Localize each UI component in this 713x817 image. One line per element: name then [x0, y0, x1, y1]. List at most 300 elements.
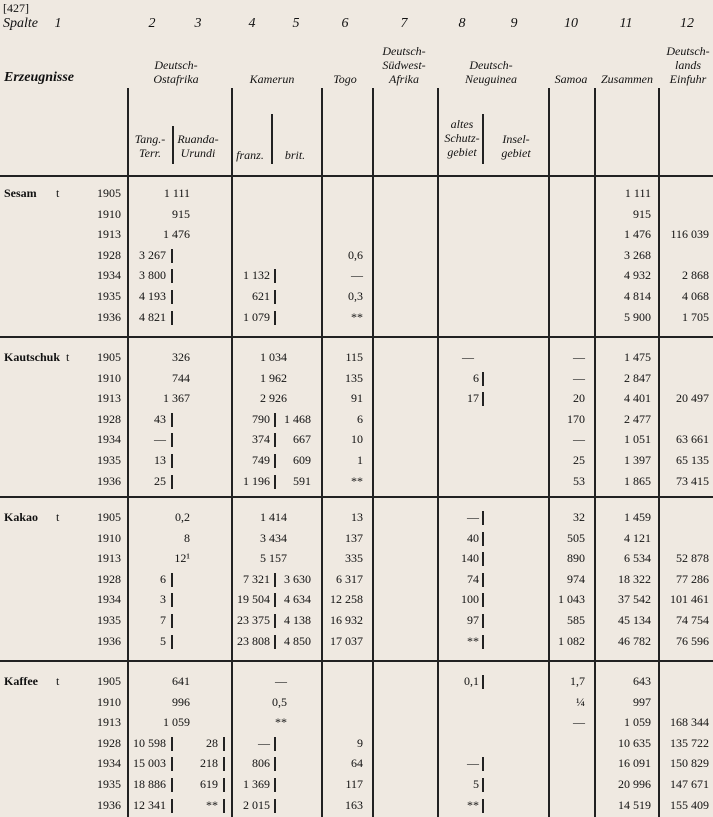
- column-bar: [274, 269, 276, 283]
- value-cell: 0,2: [175, 510, 190, 524]
- value-cell: —: [573, 432, 585, 446]
- column-number: 11: [619, 16, 633, 31]
- header-divider: [437, 88, 439, 175]
- value-cell: 76 596: [676, 634, 709, 648]
- value-cell: 974: [567, 572, 585, 586]
- value-cell: 890: [567, 551, 585, 565]
- column-bar: [482, 552, 484, 566]
- value-cell: 1 369: [243, 777, 270, 791]
- value-cell: 150 829: [670, 756, 709, 770]
- value-cell: 3 434: [260, 531, 287, 545]
- value-cell: 4 121: [624, 531, 651, 545]
- column-bar: [171, 269, 173, 283]
- value-cell: 46 782: [618, 634, 651, 648]
- value-cell: —: [351, 268, 363, 282]
- value-cell: 65 135: [676, 453, 709, 467]
- value-cell: 1 397: [624, 453, 651, 467]
- ruanda-heading-line: Urundi: [180, 146, 216, 160]
- value-cell: 40: [467, 531, 479, 545]
- value-cell: 3 630: [284, 572, 311, 586]
- value-cell: 790: [252, 412, 270, 426]
- value-cell: 12 341: [133, 798, 166, 812]
- header-divider: [127, 88, 129, 175]
- column-bar: [274, 433, 276, 447]
- year-cell: 1910: [97, 371, 121, 385]
- column-bar: [482, 675, 484, 689]
- value-cell: 6 317: [336, 572, 363, 586]
- column-bar: [274, 593, 276, 607]
- spalte-label: Spalte: [3, 16, 38, 31]
- value-cell: 10: [351, 432, 363, 446]
- value-cell: 20 497: [676, 391, 709, 405]
- value-cell: 2 926: [260, 391, 287, 405]
- einfuhr-heading: [666, 44, 709, 86]
- value-cell: 168 344: [670, 715, 709, 729]
- value-cell: 4 850: [284, 634, 311, 648]
- value-cell: 218: [200, 756, 218, 770]
- value-cell: 1 043: [558, 592, 585, 606]
- value-cell: 15 003: [133, 756, 166, 770]
- year-cell: 1936: [97, 310, 121, 324]
- einfuhr-heading-line: lands: [674, 58, 702, 72]
- value-cell: 5 157: [260, 551, 287, 565]
- value-cell: 1 079: [243, 310, 270, 324]
- column-divider: [437, 177, 439, 817]
- value-cell: 100: [461, 592, 479, 606]
- value-cell: 8: [184, 531, 190, 545]
- value-cell: 335: [345, 551, 363, 565]
- value-cell: 117: [345, 777, 363, 791]
- value-cell: 0,5: [272, 695, 287, 709]
- value-cell: 5 900: [624, 310, 651, 324]
- value-cell: 1 059: [163, 715, 190, 729]
- value-cell: 73 415: [676, 474, 709, 488]
- altes-heading: [444, 117, 479, 159]
- value-cell: 1 865: [624, 474, 651, 488]
- value-cell: ¼: [576, 695, 585, 709]
- year-cell: 1934: [97, 432, 121, 446]
- neuguinea-heading: [465, 58, 517, 86]
- year-cell: 1905: [97, 510, 121, 524]
- column-bar: [171, 635, 173, 649]
- value-cell: 1 034: [260, 350, 287, 364]
- value-cell: 374: [252, 432, 270, 446]
- year-cell: 1934: [97, 592, 121, 606]
- value-cell: 13: [351, 510, 363, 524]
- product-name: Kaffee: [4, 674, 38, 688]
- year-cell: 1935: [97, 289, 121, 303]
- neuguinea-heading-line: Deutsch-: [469, 58, 513, 72]
- value-cell: 1 705: [682, 310, 709, 324]
- section-rule: [0, 660, 713, 662]
- value-cell: 25: [154, 474, 166, 488]
- year-cell: 1936: [97, 798, 121, 812]
- column-divider: [127, 177, 129, 817]
- column-divider: [658, 177, 660, 817]
- value-cell: 97: [467, 613, 479, 627]
- column-bar: [171, 454, 173, 468]
- column-bar: [171, 475, 173, 489]
- year-cell: 1910: [97, 531, 121, 545]
- year-cell: 1913: [97, 551, 121, 565]
- value-cell: 163: [345, 798, 363, 812]
- kamerun-heading: Kamerun: [249, 72, 295, 86]
- value-cell: 1 111: [624, 186, 651, 200]
- year-cell: 1905: [97, 674, 121, 688]
- value-cell: 3 267: [139, 248, 166, 262]
- value-cell: 505: [567, 531, 585, 545]
- value-cell: 1 196: [243, 474, 270, 488]
- value-cell: —: [258, 736, 270, 750]
- column-bar: [482, 511, 484, 525]
- value-cell: —: [467, 756, 479, 770]
- column-bar: [482, 635, 484, 649]
- value-cell: 18 886: [133, 777, 166, 791]
- year-cell: 1934: [97, 756, 121, 770]
- value-cell: 17 037: [330, 634, 363, 648]
- column-bar: [482, 593, 484, 607]
- value-cell: 667: [293, 432, 311, 446]
- value-cell: 585: [567, 613, 585, 627]
- header-divider: [658, 88, 660, 175]
- year-cell: 1935: [97, 613, 121, 627]
- value-cell: 619: [200, 777, 218, 791]
- value-cell: 20 996: [618, 777, 651, 791]
- ostafrika-heading: [153, 58, 198, 86]
- year-cell: 1935: [97, 453, 121, 467]
- value-cell: **: [206, 798, 218, 812]
- value-cell: 5: [160, 634, 166, 648]
- column-bar: [274, 635, 276, 649]
- column-bar: [171, 778, 173, 792]
- column-number: 7: [400, 16, 408, 31]
- column-bar: [482, 372, 484, 386]
- value-cell: 19 504: [237, 592, 270, 606]
- value-cell: 609: [293, 453, 311, 467]
- column-bar: [482, 799, 484, 813]
- value-cell: 3 268: [624, 248, 651, 262]
- value-cell: 0,6: [348, 248, 363, 262]
- year-cell: 1928: [97, 572, 121, 586]
- column-bar: [171, 290, 173, 304]
- altes-heading-line: altes: [450, 117, 474, 131]
- product-unit: t: [56, 186, 60, 200]
- suedwest-heading: [382, 44, 425, 86]
- column-bar: [482, 614, 484, 628]
- value-cell: 23 375: [237, 613, 270, 627]
- value-cell: 4 634: [284, 592, 311, 606]
- value-cell: 3 800: [139, 268, 166, 282]
- value-cell: 2 015: [243, 798, 270, 812]
- value-cell: 996: [172, 695, 190, 709]
- value-cell: 14 519: [618, 798, 651, 812]
- value-cell: —: [462, 350, 474, 364]
- column-bar: [482, 532, 484, 546]
- column-bar: [171, 311, 173, 325]
- column-bar: [171, 757, 173, 771]
- erzeugnisse-heading: Erzeugnisse: [4, 70, 75, 85]
- value-cell: 52 878: [676, 551, 709, 565]
- value-cell: 1 059: [624, 715, 651, 729]
- insel-heading-line: Insel-: [502, 132, 530, 146]
- insel-heading-line: gebiet: [501, 146, 531, 160]
- column-number: 9: [510, 16, 518, 31]
- column-bar: [223, 778, 225, 792]
- value-cell: 2 868: [682, 268, 709, 282]
- tang-heading-line: Tang.-: [134, 132, 166, 146]
- year-cell: 1935: [97, 777, 121, 791]
- column-bar: [171, 737, 173, 751]
- value-cell: 4 138: [284, 613, 311, 627]
- column-number: 10: [564, 16, 578, 31]
- column-bar: [274, 614, 276, 628]
- value-cell: 997: [633, 695, 651, 709]
- ruanda-heading-line: Ruanda-: [177, 132, 219, 146]
- tang-heading-line: Terr.: [139, 146, 161, 160]
- section-rule: [0, 336, 713, 338]
- value-cell: 591: [293, 474, 311, 488]
- value-cell: 0,1: [464, 674, 479, 688]
- value-cell: 1 468: [284, 412, 311, 426]
- value-cell: 749: [252, 453, 270, 467]
- neuguinea-heading-line: Neuguinea: [465, 72, 517, 86]
- column-bar: [223, 757, 225, 771]
- column-bar: [171, 413, 173, 427]
- value-cell: **: [275, 715, 287, 729]
- column-divider: [231, 177, 233, 817]
- product-name: Sesam: [4, 186, 37, 200]
- value-cell: 6: [357, 412, 363, 426]
- value-cell: **: [467, 798, 479, 812]
- value-cell: 170: [567, 412, 585, 426]
- tang-heading: [135, 132, 166, 160]
- value-cell: 1 962: [260, 371, 287, 385]
- value-cell: 6: [473, 371, 479, 385]
- value-cell: 43: [154, 412, 166, 426]
- value-cell: 137: [345, 531, 363, 545]
- value-cell: 9: [357, 736, 363, 750]
- column-divider: [548, 177, 550, 817]
- value-cell: 53: [573, 474, 585, 488]
- value-cell: —: [275, 674, 287, 688]
- year-cell: 1936: [97, 474, 121, 488]
- column-divider: [372, 177, 374, 817]
- value-cell: **: [467, 634, 479, 648]
- column-divider: [594, 177, 596, 817]
- column-number: 2: [148, 16, 156, 31]
- column-bar: [274, 737, 276, 751]
- header-divider: [548, 88, 550, 175]
- year-cell: 1905: [97, 350, 121, 364]
- column-bar: [274, 757, 276, 771]
- value-cell: 115: [345, 350, 363, 364]
- value-cell: 4 821: [139, 310, 166, 324]
- column-bar: [171, 573, 173, 587]
- brit-heading: brit.: [284, 148, 306, 162]
- value-cell: 77 286: [676, 572, 709, 586]
- column-bar: [482, 778, 484, 792]
- value-cell: —: [573, 371, 585, 385]
- value-cell: 23 808: [237, 634, 270, 648]
- value-cell: 2 477: [624, 412, 651, 426]
- einfuhr-heading-line: Einfuhr: [669, 72, 707, 86]
- value-cell: 1 476: [624, 227, 651, 241]
- header-bottom-rule: [0, 175, 713, 177]
- value-cell: 4 814: [624, 289, 651, 303]
- page-ref: [427]: [3, 1, 29, 15]
- value-cell: 32: [573, 510, 585, 524]
- value-cell: 91: [351, 391, 363, 405]
- year-cell: 1928: [97, 736, 121, 750]
- value-cell: 147 671: [670, 777, 709, 791]
- value-cell: 6: [160, 572, 166, 586]
- product-unit: t: [66, 350, 70, 364]
- suedwest-heading-line: Südwest-: [382, 58, 426, 72]
- value-cell: 37 542: [618, 592, 651, 606]
- value-cell: 1 459: [624, 510, 651, 524]
- value-cell: 7: [160, 613, 166, 627]
- value-cell: 915: [172, 207, 190, 221]
- value-cell: 4 193: [139, 289, 166, 303]
- value-cell: 116 039: [670, 227, 709, 241]
- column-bar: [171, 614, 173, 628]
- ruanda-heading: [177, 132, 218, 160]
- value-cell: 1 367: [163, 391, 190, 405]
- value-cell: 744: [172, 371, 190, 385]
- value-cell: 7 321: [243, 572, 270, 586]
- value-cell: 3: [160, 592, 166, 606]
- column-bar: [482, 392, 484, 406]
- value-cell: 621: [252, 289, 270, 303]
- value-cell: 45 134: [618, 613, 651, 627]
- column-number: 8: [458, 16, 466, 31]
- year-cell: 1905: [97, 186, 121, 200]
- altes-heading-line: gebiet: [447, 145, 477, 159]
- value-cell: 2 847: [624, 371, 651, 385]
- value-cell: 1 132: [243, 268, 270, 282]
- value-cell: 10 598: [133, 736, 166, 750]
- value-cell: 16 932: [330, 613, 363, 627]
- column-bar: [274, 475, 276, 489]
- sub-divider: [172, 126, 174, 164]
- value-cell: 12 258: [330, 592, 363, 606]
- value-cell: 1 475: [624, 350, 651, 364]
- section-rule: [0, 496, 713, 498]
- year-cell: 1910: [97, 207, 121, 221]
- value-cell: 135 722: [670, 736, 709, 750]
- year-cell: 1910: [97, 695, 121, 709]
- value-cell: **: [351, 310, 363, 324]
- column-number: 12: [680, 16, 694, 31]
- product-name: Kautschuk: [4, 350, 61, 364]
- value-cell: 0,3: [348, 289, 363, 303]
- value-cell: 643: [633, 674, 651, 688]
- column-bar: [171, 593, 173, 607]
- ostafrika-heading-line: Deutsch-: [154, 58, 198, 72]
- value-cell: 135: [345, 371, 363, 385]
- zusammen-heading: Zusammen: [600, 72, 654, 86]
- column-number: 3: [194, 16, 202, 31]
- value-cell: 1: [357, 453, 363, 467]
- value-cell: 140: [461, 551, 479, 565]
- value-cell: 5: [473, 777, 479, 791]
- value-cell: 16 091: [618, 756, 651, 770]
- product-name: Kakao: [4, 510, 39, 524]
- value-cell: 1 082: [558, 634, 585, 648]
- value-cell: 1,7: [570, 674, 585, 688]
- value-cell: 18 322: [618, 572, 651, 586]
- togo-heading: Togo: [333, 72, 357, 86]
- value-cell: 64: [351, 756, 363, 770]
- column-divider: [321, 177, 323, 817]
- product-unit: t: [56, 510, 60, 524]
- column-bar: [171, 799, 173, 813]
- value-cell: 10 635: [618, 736, 651, 750]
- column-bar: [223, 799, 225, 813]
- franz-heading: franz.: [236, 148, 264, 162]
- column-bar: [171, 433, 173, 447]
- header-divider: [321, 88, 323, 175]
- year-cell: 1936: [97, 634, 121, 648]
- header-divider: [594, 88, 596, 175]
- value-cell: 28: [206, 736, 218, 750]
- value-cell: 1 476: [163, 227, 190, 241]
- column-bar: [274, 778, 276, 792]
- value-cell: 20: [573, 391, 585, 405]
- column-number: 1: [54, 16, 62, 31]
- sub-divider: [482, 114, 484, 164]
- value-cell: 74: [467, 572, 479, 586]
- value-cell: —: [154, 432, 166, 446]
- value-cell: —: [573, 350, 585, 364]
- value-cell: 4 068: [682, 289, 709, 303]
- year-cell: 1928: [97, 412, 121, 426]
- ostafrika-heading-line: Ostafrika: [153, 72, 199, 86]
- column-bar: [223, 737, 225, 751]
- value-cell: 17: [467, 391, 479, 405]
- altes-heading-line: Schutz-: [444, 131, 480, 145]
- samoa-heading: Samoa: [554, 72, 588, 86]
- year-cell: 1928: [97, 248, 121, 262]
- column-number: 6: [341, 16, 349, 31]
- value-cell: 1 111: [163, 186, 190, 200]
- suedwest-heading-line: Afrika: [389, 72, 419, 86]
- value-cell: 326: [172, 350, 190, 364]
- value-cell: 915: [633, 207, 651, 221]
- column-number: 5: [292, 16, 300, 31]
- column-number: 4: [248, 16, 256, 31]
- value-cell: 12¹: [174, 551, 190, 565]
- value-cell: 1 051: [624, 432, 651, 446]
- header-divider: [231, 88, 233, 175]
- value-cell: **: [351, 474, 363, 488]
- year-cell: 1913: [97, 715, 121, 729]
- value-cell: 1 414: [260, 510, 287, 524]
- value-cell: 155 409: [670, 798, 709, 812]
- header-divider: [372, 88, 374, 175]
- value-cell: 6 534: [624, 551, 651, 565]
- value-cell: 4 932: [624, 268, 651, 282]
- value-cell: 641: [172, 674, 190, 688]
- column-bar: [274, 799, 276, 813]
- column-bar: [274, 311, 276, 325]
- suedwest-heading-line: Deutsch-: [382, 44, 426, 58]
- value-cell: 13: [154, 453, 166, 467]
- einfuhr-heading-line: Deutsch-: [666, 44, 710, 58]
- column-bar: [482, 573, 484, 587]
- column-bar: [482, 757, 484, 771]
- value-cell: 4 401: [624, 391, 651, 405]
